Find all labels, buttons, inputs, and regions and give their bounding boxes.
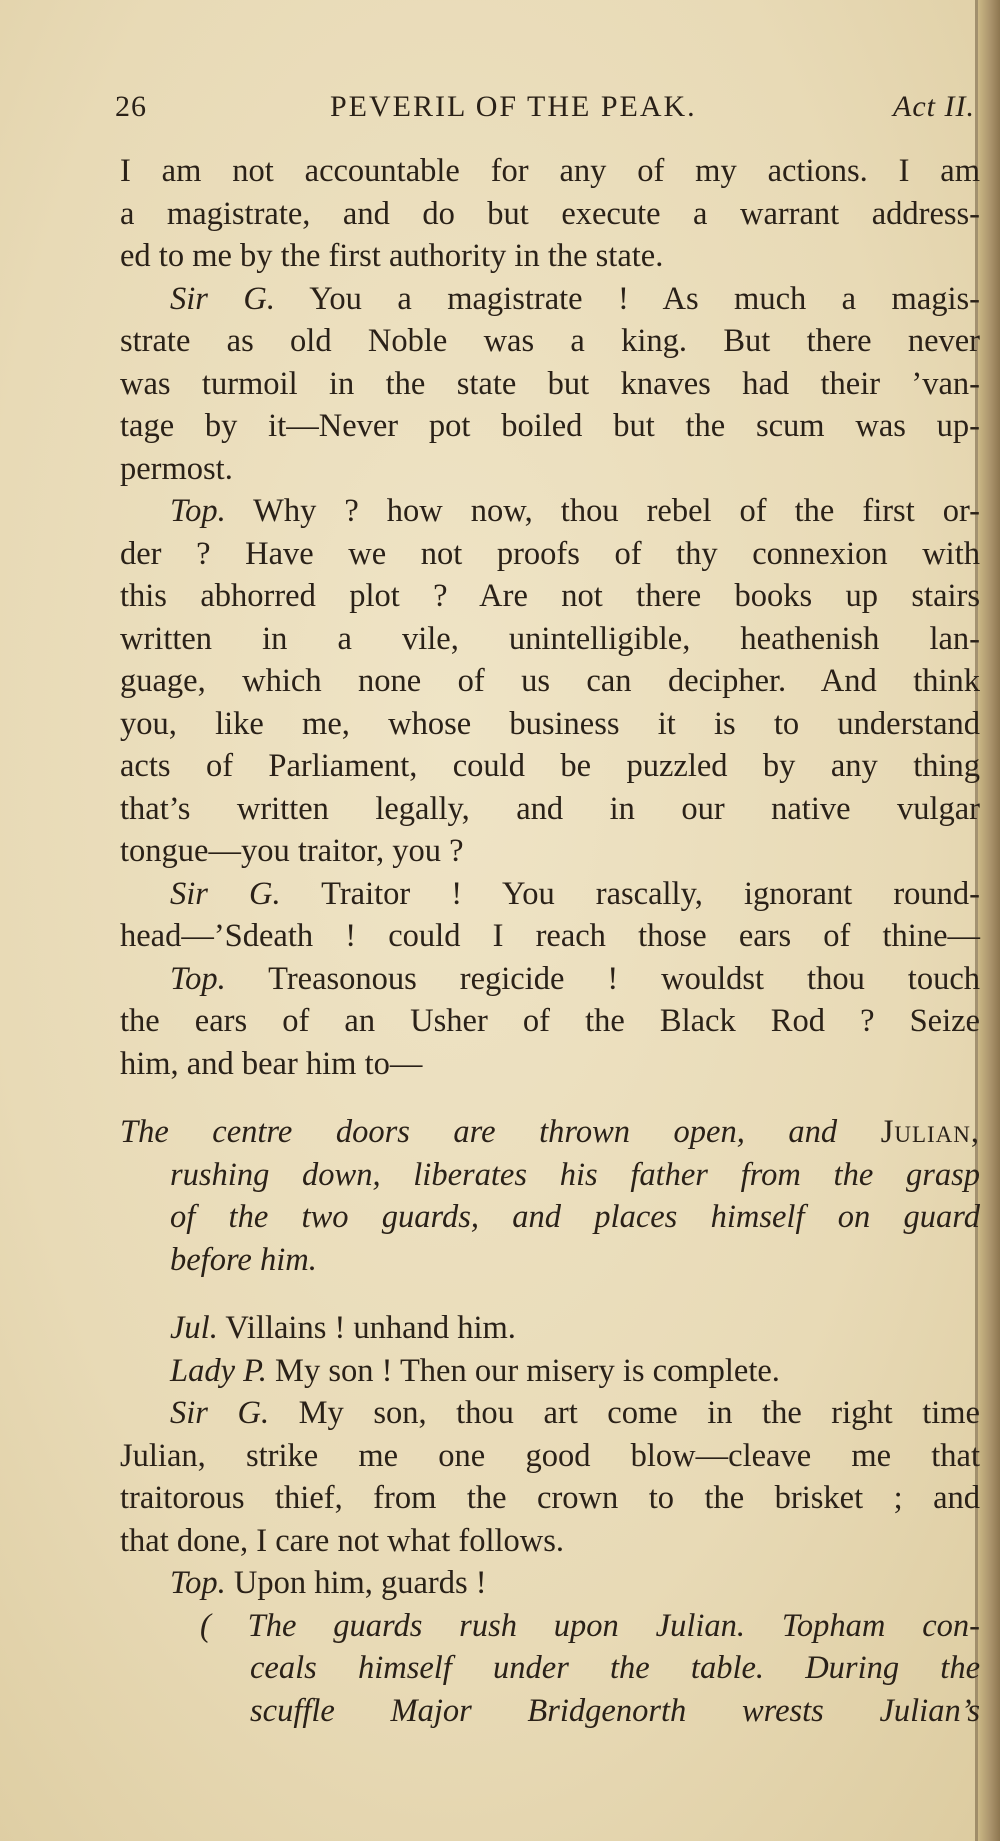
page-number: 26 [115,90,147,123]
text-line: that’s written legally, and in our native vulgar [120,790,980,827]
speech-line [120,1562,980,1605]
speech-line [120,1307,980,1350]
text-line: him, and bear him to— [120,1045,423,1082]
text-line: Julian, strike me one good blow—cleave me that [120,1437,980,1474]
text-line: the ears of an Usher of the Black Rod ? Seize [120,1003,980,1039]
book-gutter [978,0,1000,1841]
page-header [115,90,975,130]
text-line: this abhorred plot ? Are not there books up stairs [120,578,980,614]
speech-text: Traitor ! You rascally, ignorant round- [321,875,980,912]
speaker-name: Top. [170,960,226,997]
speaker-name: Top. [170,1565,226,1601]
text-line: a magistrate, and do but execute a warrant address- [120,195,980,232]
speech-line [120,958,980,1001]
text-line: that done, I care not what follows. [120,1522,565,1559]
stage-direction: scuffle Major Bridgenorth wrests Julian’s [250,1692,980,1729]
speech-text: Why ? how now, thou rebel of the first or- [253,493,980,529]
text-line: you, like me, whose business it is to understand [120,705,980,742]
speaker-name: Sir G. [170,1395,270,1431]
stage-direction: rushing down, liberates his father from the grasp [170,1156,980,1193]
text-line: was turmoil in the state but knaves had their ’van- [120,365,980,402]
speech-text: My son ! Then our misery is complete. [275,1352,780,1389]
text-line: tongue—you traitor, you ? [120,833,464,869]
speech-line [120,278,980,321]
stage-direction [120,1111,980,1154]
speech-line [120,1350,980,1393]
speech-text: Upon him, guards ! [233,1565,487,1601]
text-line: written in a vile, unintelligible, heathenish lan- [120,620,980,657]
stage-direction: ceals himself under the table. During the [250,1650,980,1686]
text-line: guage, which none of us can decipher. And think [120,663,980,699]
text-line: tage by it—Never pot boiled but the scum was up- [120,408,980,444]
speaker-name: Jul. [170,1310,218,1346]
speech-text: Villains ! unhand him. [225,1310,516,1346]
speech-text: My son, thou art come in the right time [298,1395,980,1431]
page-text [120,150,980,1732]
stage-text: The centre doors are thrown open, and [120,1114,838,1150]
speech-text: You a magistrate ! As much a magis- [309,280,980,317]
text-line: I am not accountable for any of my actions. I am [120,153,980,189]
speaker-name: Sir G. [170,875,281,912]
speech-line [120,873,980,916]
speaker-name: Sir G. [170,280,275,317]
text-line: permost. [120,450,233,487]
stage-direction: of the two guards, and places himself on guard [170,1199,980,1235]
text-line: traitorous thief, from the crown to the brisket ; and [120,1480,980,1516]
text-line: ed to me by the first authority in the state. [120,238,664,274]
speech-text: Treasonous regicide ! wouldst thou touch [268,960,980,997]
act-label: Act II. [893,90,975,123]
running-title: PEVERIL OF THE PEAK. [330,90,697,123]
stage-direction: ( The guards rush upon Julian. Topham con- [200,1607,980,1644]
stage-direction: before him. [170,1241,317,1278]
text-line: head—’Sdeath ! could I reach those ears of thine— [120,918,980,954]
speaker-name: Top. [170,493,226,529]
text-line: der ? Have we not proofs of thy connexion with [120,535,980,572]
speaker-name: Lady P. [170,1352,267,1389]
character-name: Julian, [880,1114,980,1150]
speech-line [120,1392,980,1435]
text-line: acts of Parliament, could be puzzled by any thing [120,748,980,784]
text-line: strate as old Noble was a king. But there never [120,323,980,359]
speech-line [120,490,980,533]
